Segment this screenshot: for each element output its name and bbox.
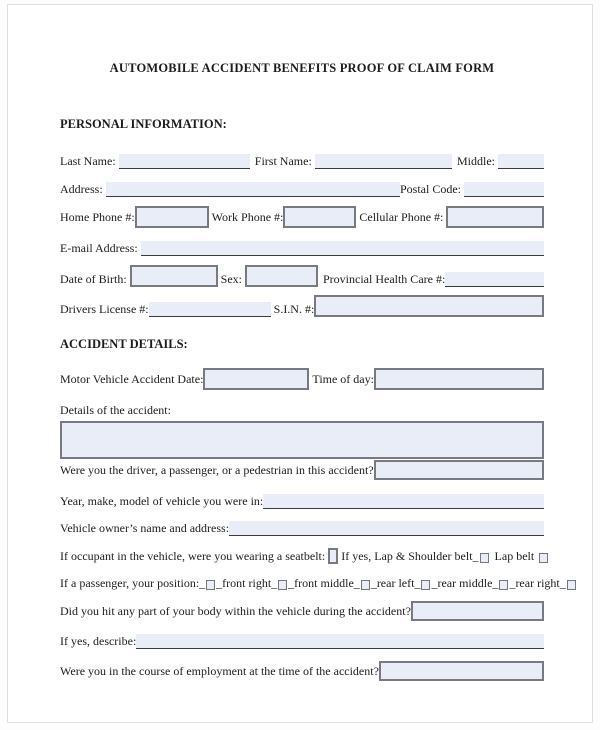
- lap-belt-label: Lap belt: [494, 549, 535, 563]
- rear-left-checkbox[interactable]: [421, 580, 430, 590]
- driver-question-field[interactable]: [374, 460, 544, 480]
- details-of-accident-field[interactable]: [60, 421, 544, 459]
- sin-label: S.I.N. #:: [273, 302, 315, 316]
- birth-sex-row: [60, 265, 544, 287]
- email-label: E-mail Address:: [60, 241, 138, 255]
- work-phone-field[interactable]: [283, 206, 356, 228]
- drivers-license-label: Drivers License #:: [60, 302, 149, 316]
- position-unassigned-checkbox[interactable]: [206, 580, 215, 590]
- front-right-checkbox[interactable]: [278, 580, 287, 590]
- hit-question-row: [60, 601, 544, 621]
- last-name-field[interactable]: [119, 154, 250, 169]
- rear-left-label: _rear left_: [370, 576, 421, 590]
- details-label-row: [60, 403, 544, 418]
- postal-code-field[interactable]: [464, 182, 544, 197]
- address-label: Address:: [60, 182, 103, 196]
- drivers-license-field[interactable]: [149, 302, 271, 317]
- first-name-label: First Name:: [254, 154, 312, 168]
- email-field[interactable]: [141, 241, 544, 256]
- sin-field[interactable]: [314, 295, 544, 317]
- rear-right-checkbox[interactable]: [567, 580, 576, 590]
- email-row: [60, 241, 544, 256]
- form-page: [7, 4, 593, 723]
- position-label: If a passenger, your position:_: [60, 576, 206, 590]
- rear-middle-label: _rear middle_: [431, 576, 499, 590]
- lap-belt-checkbox[interactable]: [539, 553, 548, 563]
- driver-question-label: Were you the driver, a passenger, or a pedestrian in this accident?: [60, 462, 374, 477]
- first-name-field[interactable]: [315, 154, 452, 169]
- address-field[interactable]: [106, 182, 400, 197]
- phone-row: [60, 206, 544, 228]
- lap-shoulder-belt-label: If yes, Lap & Shoulder belt_: [341, 549, 479, 563]
- seatbelt-answer-field[interactable]: [328, 548, 338, 564]
- lap-shoulder-belt-checkbox[interactable]: [480, 553, 489, 563]
- license-sin-row: [60, 295, 544, 317]
- form-title: AUTOMOBILE ACCIDENT BENEFITS PROOF OF CLAIM FORM: [109, 61, 495, 75]
- owner-label: Vehicle owner’s name and address:: [60, 521, 230, 535]
- describe-field[interactable]: [136, 634, 544, 649]
- mva-date-field[interactable]: [203, 368, 309, 390]
- home-phone-field[interactable]: [135, 206, 209, 228]
- provincial-health-care-field[interactable]: [445, 272, 544, 287]
- owner-field[interactable]: [229, 521, 544, 536]
- accident-date-row: [60, 368, 544, 390]
- date-of-birth-label: Date of Birth:: [60, 272, 127, 286]
- personal-information-heading: PERSONAL INFORMATION:: [60, 117, 227, 131]
- driver-question-row: [60, 460, 544, 480]
- front-right-label: _front right_: [216, 576, 278, 590]
- cellular-phone-label: Cellular Phone #:: [359, 209, 444, 224]
- sex-field[interactable]: [245, 265, 318, 287]
- vehicle-row: [60, 494, 544, 509]
- seatbelt-question-label: If occupant in the vehicle, were you wearing a seatbelt:: [60, 549, 326, 563]
- vehicle-label: Year, make, model of vehicle you were in:: [60, 494, 264, 508]
- address-row: [60, 182, 544, 197]
- front-middle-label: _front middle_: [288, 576, 360, 590]
- last-name-label: Last Name:: [60, 154, 116, 168]
- details-of-accident-label: Details of the accident:: [60, 403, 171, 417]
- position-row: [60, 576, 566, 591]
- work-phone-label: Work Phone #:: [211, 209, 284, 224]
- seatbelt-row: [60, 548, 544, 564]
- employment-question-row: [60, 661, 544, 681]
- employment-question-field[interactable]: [379, 661, 544, 681]
- middle-name-field[interactable]: [498, 154, 544, 169]
- time-of-day-field[interactable]: [374, 368, 544, 390]
- provincial-health-care-label: Provincial Health Care #:: [323, 272, 446, 286]
- date-of-birth-field[interactable]: [130, 265, 218, 287]
- sex-label: Sex:: [220, 272, 242, 286]
- front-middle-checkbox[interactable]: [361, 580, 370, 590]
- hit-question-field[interactable]: [411, 601, 544, 621]
- rear-middle-checkbox[interactable]: [499, 580, 508, 590]
- postal-code-label: Postal Code:: [399, 182, 461, 196]
- employment-question-label: Were you in the course of employment at the time of the accident?: [60, 663, 379, 678]
- owner-row: [60, 521, 544, 536]
- accident-details-heading: ACCIDENT DETAILS:: [60, 337, 188, 351]
- name-row: [60, 154, 544, 169]
- cellular-phone-field[interactable]: [446, 206, 544, 228]
- mva-date-label: Motor Vehicle Accident Date:: [60, 371, 204, 386]
- describe-row: [60, 634, 544, 649]
- time-of-day-label: Time of day:: [312, 371, 374, 386]
- describe-label: If yes, describe:: [60, 634, 137, 648]
- vehicle-field[interactable]: [263, 494, 544, 509]
- middle-name-label: Middle:: [457, 154, 495, 168]
- rear-right-label: _rear right_: [509, 576, 566, 590]
- hit-question-label: Did you hit any part of your body within the vehicle during the accident?: [60, 603, 411, 618]
- home-phone-label: Home Phone #:: [60, 209, 135, 224]
